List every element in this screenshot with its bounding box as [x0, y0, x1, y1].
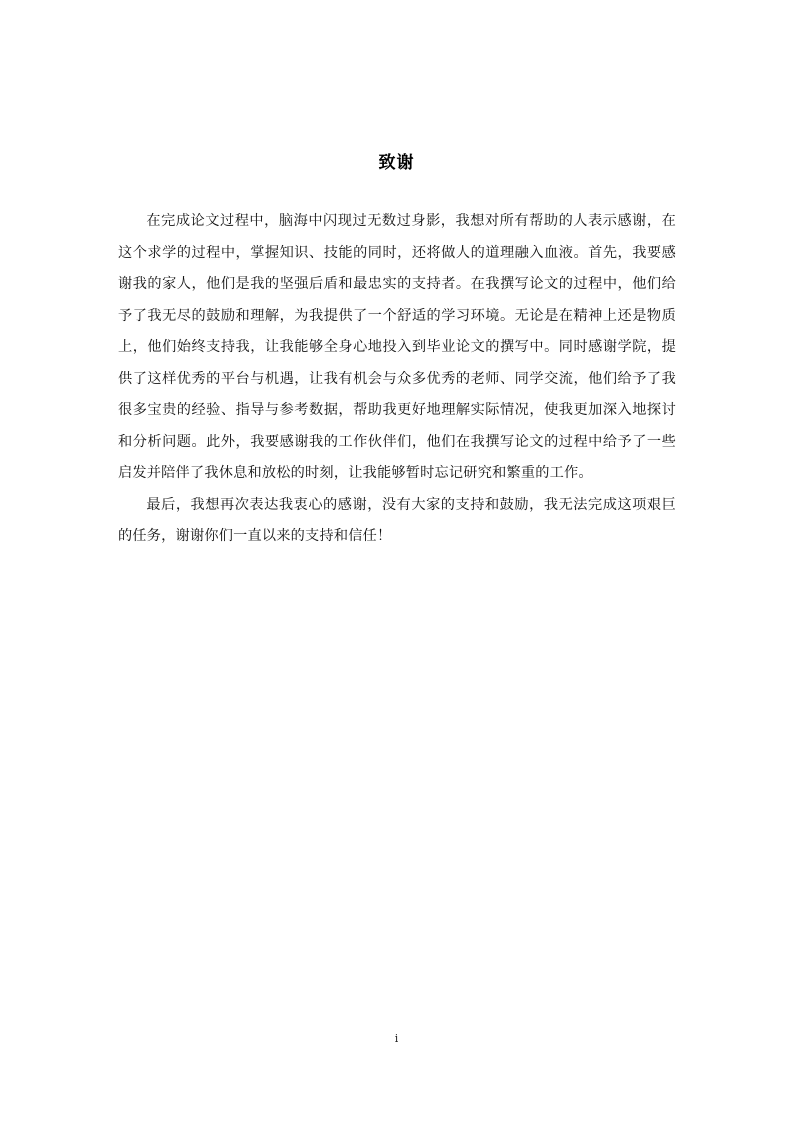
paragraph: 最后，我想再次表达我衷心的感谢，没有大家的支持和鼓励，我无法完成这项艰巨的任务，谢谢你们一直以来的支持和信任！	[118, 496, 676, 544]
page-number: i	[394, 1032, 399, 1045]
paragraph: 在完成论文过程中，脑海中闪现过无数过身影，我想对所有帮助的人表示感谢，在这个求学的过程中，掌握知识、技能的同时，还将做人的道理融入血液。首先，我要感谢我的家人，他们是我的坚强后盾和最忠实的支持者。在我撰写论文的过程中，他们给予了我无尽的鼓励和理解，为我提供了一个舒适的学习环境。无论是在精神上还是物质上，他们始终支持我，让我能够全身心地投入到毕业论文的撰写中。同时感谢学院，提供了这样优秀的平台与机遇，让我有机会与众多优秀的老师、同学交流，他们给予了我很多宝贵的经验、指导与参考数据，帮助我更好地理解实际情况，使我更加深入地探讨和分析问题。此外，我要感谢我的工作伙伴们，他们在我撰写论文的过程中给予了一些启发并陪伴了我休息和放松的时刻，让我能够暂时忘记研究和繁重的工作。	[118, 213, 676, 481]
page-title: 致谢	[378, 153, 415, 173]
document-body	[118, 206, 676, 553]
